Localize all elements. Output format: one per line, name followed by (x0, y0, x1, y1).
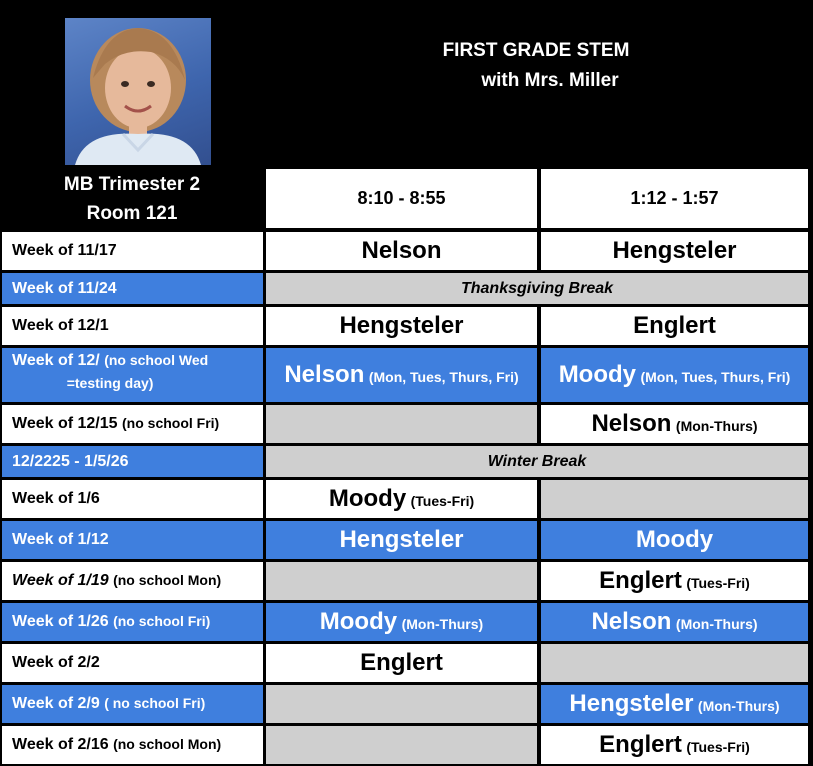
class-teacher-name: Hengsteler (339, 312, 464, 339)
afternoon-class-cell (541, 685, 808, 723)
class-teacher-name: Hengsteler (569, 690, 694, 717)
class-days-note: (Mon, Tues, Thurs, Fri) (640, 369, 791, 385)
class-teacher-name: Englert (599, 731, 682, 758)
week-label (2, 348, 263, 402)
class-days-note: (Tues-Fri) (410, 493, 475, 509)
room-label: Room 121 (86, 203, 178, 224)
class-teacher-name: Hengsteler (612, 237, 737, 264)
class-teacher-name: Englert (633, 312, 716, 339)
week-label (2, 726, 263, 764)
morning-class-cell (266, 603, 537, 641)
week-note: ( no school Fri) (104, 695, 206, 711)
week-label (2, 232, 263, 270)
week-text: Week of 12/1 (12, 317, 109, 334)
break-banner (266, 273, 808, 304)
week-label (2, 603, 263, 641)
afternoon-class-cell (541, 521, 808, 559)
week-label (2, 685, 263, 723)
week-note: (no school Wed (104, 352, 209, 368)
class-teacher-name: Englert (360, 649, 443, 676)
week-note: (no school Fri) (122, 415, 220, 431)
week-label (2, 644, 263, 682)
class-days-note: (Mon, Tues, Thurs, Fri) (368, 369, 519, 385)
afternoon-class-cell (541, 405, 808, 443)
empty-class-cell (541, 480, 808, 518)
column-header-afternoon: 1:12 - 1:57 (541, 169, 808, 228)
week-note: (no school Fri) (113, 613, 211, 629)
class-days-note: (Mon-Thurs) (675, 418, 758, 434)
empty-class-cell (266, 726, 537, 764)
class-days-note: (Tues-Fri) (686, 575, 750, 591)
column-header-morning: 8:10 - 8:55 (266, 169, 537, 228)
week-label (2, 480, 263, 518)
class-teacher-name: Nelson (591, 608, 672, 635)
week-text: Week of 1/19 (12, 572, 109, 589)
empty-class-cell (541, 644, 808, 682)
class-days-note: (Mon-Thurs) (401, 616, 484, 632)
week-text: 12/2225 - 1/5/26 (12, 452, 129, 470)
week-label (2, 562, 263, 600)
week-text: Week of 11/17 (12, 242, 117, 259)
week-label (2, 521, 263, 559)
class-teacher-name: Moody (635, 526, 714, 553)
morning-class-cell (266, 348, 537, 402)
week-text: Week of 12/ (12, 352, 100, 369)
afternoon-class-cell (541, 348, 808, 402)
empty-class-cell (266, 685, 537, 723)
title-line-2: with Mrs. Miller (481, 70, 619, 91)
empty-class-cell (266, 562, 537, 600)
week-note: (no school Mon) (113, 736, 222, 752)
title-line-1: FIRST GRADE STEM (442, 40, 630, 61)
morning-class-cell (266, 232, 537, 270)
teacher-portrait-image (65, 18, 211, 165)
class-teacher-name: Moody (319, 608, 398, 635)
week-text: Week of 1/6 (12, 490, 100, 507)
week-text: Week of 1/12 (12, 531, 109, 548)
afternoon-class-cell (541, 726, 808, 764)
trimester-room-label (0, 170, 264, 228)
afternoon-class-cell (541, 603, 808, 641)
week-text: Week of 1/26 (12, 613, 109, 630)
class-teacher-name: Moody (558, 361, 637, 388)
week-label (2, 446, 263, 477)
page-title (266, 36, 806, 96)
week-text: Week of 2/16 (12, 736, 109, 753)
class-days-note: (Mon-Thurs) (675, 616, 758, 632)
week-text-block (12, 348, 208, 395)
morning-class-cell (266, 644, 537, 682)
week-text: Week of 11/24 (12, 279, 117, 297)
week-text: Week of 12/15 (12, 415, 118, 432)
morning-class-cell (266, 521, 537, 559)
break-label: Winter Break (487, 452, 587, 470)
afternoon-class-cell (541, 307, 808, 345)
week-label (2, 307, 263, 345)
week-label (2, 405, 263, 443)
class-teacher-name: Nelson (361, 237, 442, 264)
break-banner (266, 446, 808, 477)
week-label (2, 273, 263, 304)
week-text: Week of 2/2 (12, 654, 100, 671)
class-teacher-name: Nelson (591, 410, 672, 437)
empty-class-cell (266, 405, 537, 443)
morning-class-cell (266, 307, 537, 345)
afternoon-class-cell (541, 562, 808, 600)
morning-class-cell (266, 480, 537, 518)
class-teacher-name: Moody (328, 485, 407, 512)
class-days-note: (Mon-Thurs) (697, 698, 780, 714)
break-label: Thanksgiving Break (460, 279, 614, 297)
week-text: Week of 2/9 (12, 695, 100, 712)
week-note: (no school Mon) (113, 572, 222, 588)
class-teacher-name: Hengsteler (339, 526, 464, 553)
class-teacher-name: Englert (599, 567, 682, 594)
teacher-photo (65, 18, 211, 165)
afternoon-class-cell (541, 232, 808, 270)
trimester-label: MB Trimester 2 (63, 174, 201, 195)
class-days-note: (Tues-Fri) (686, 739, 750, 755)
week-note-line-2: =testing day) (66, 375, 154, 391)
class-teacher-name: Nelson (284, 361, 365, 388)
